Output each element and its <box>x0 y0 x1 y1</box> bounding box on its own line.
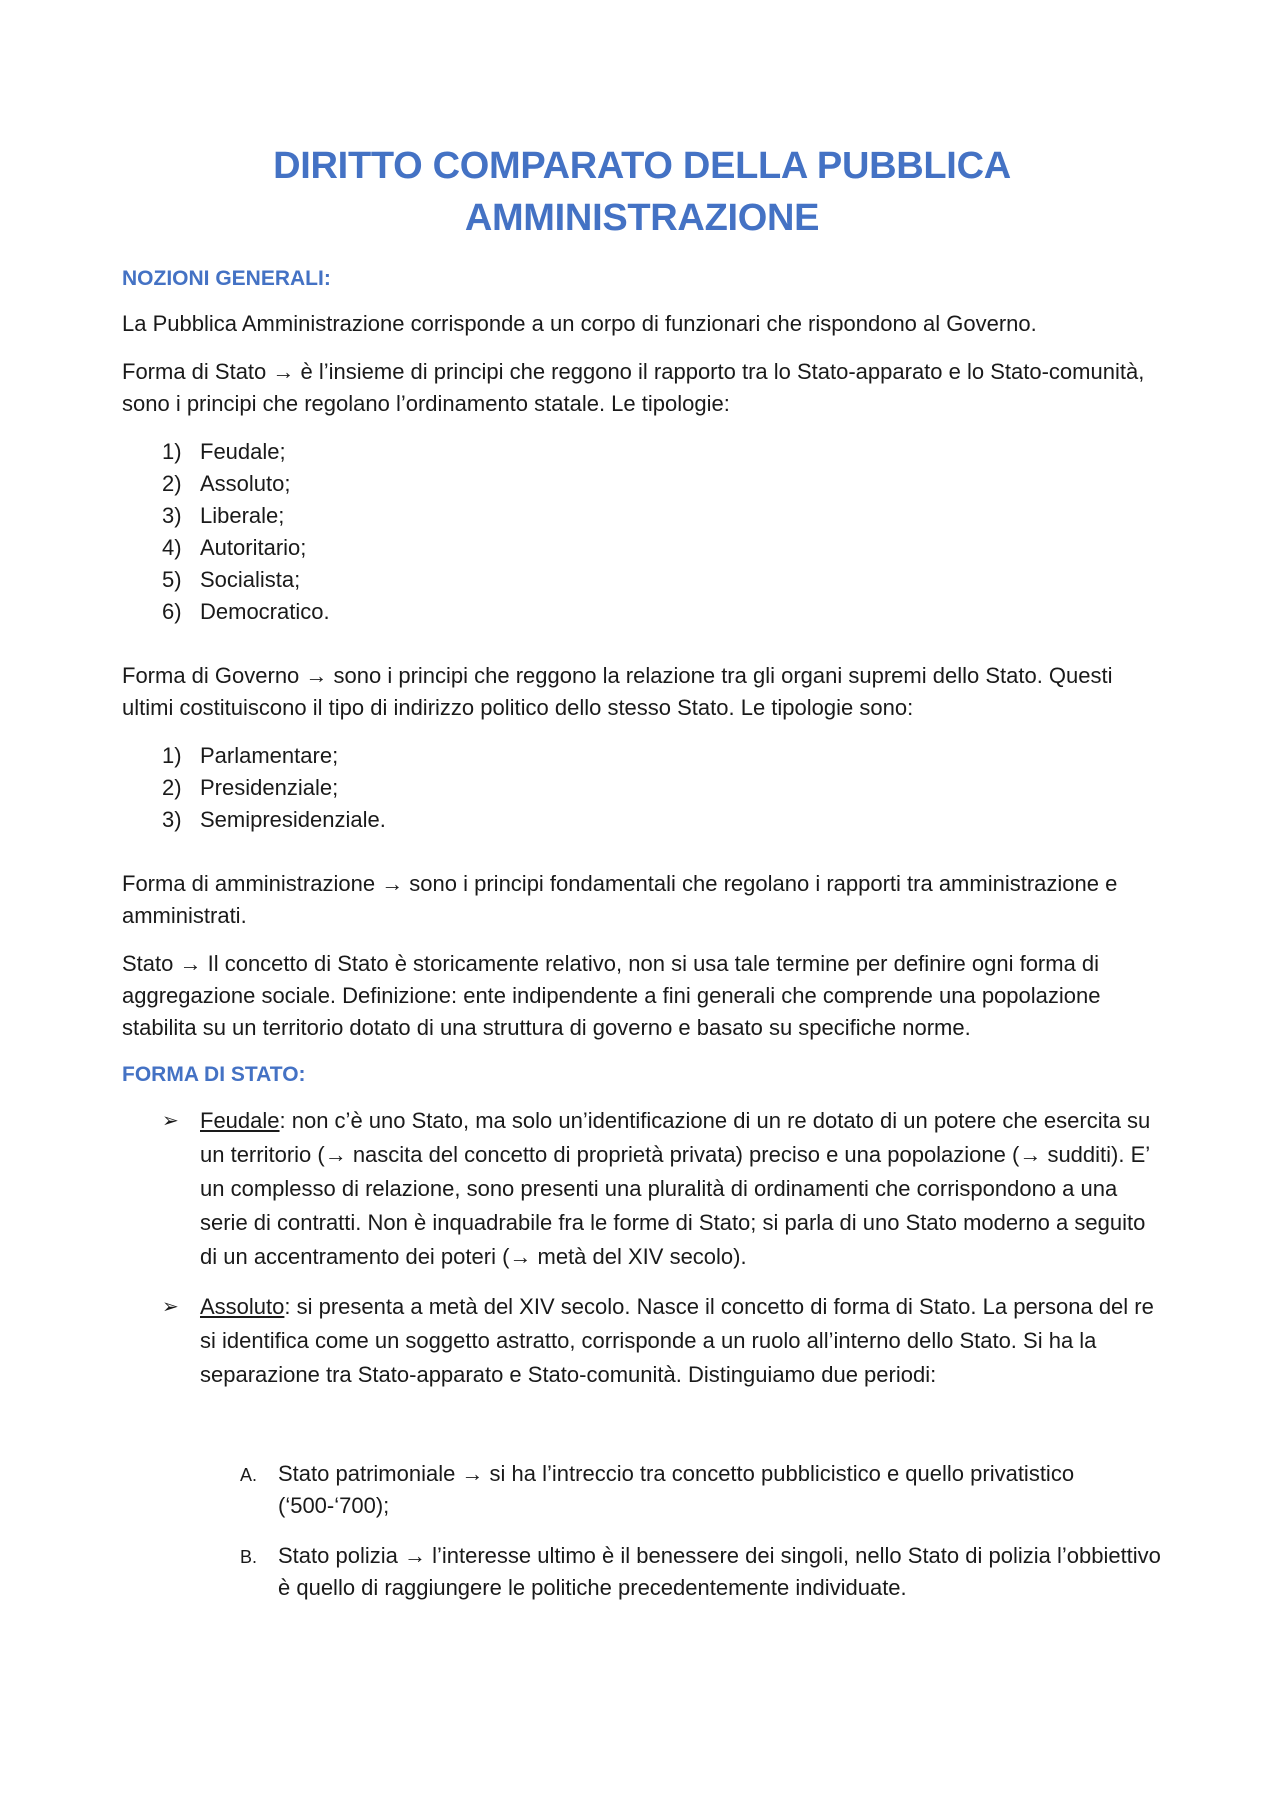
paragraph-pubblica-amministrazione: La Pubblica Amministrazione corrisponde a un corpo di funzionari che rispondono al Governo. <box>122 311 1037 336</box>
list-item-text: Autoritario; <box>200 535 307 560</box>
list-item-text: Feudale; <box>200 439 286 464</box>
paragraph-forma-di-governo: Forma di Governo → sono i principi che reggono la relazione tra gli organi supremi dello Stato. Questi ultimi costituiscono il tipo di indirizzo politico dello stesso Stato. Le tipologie sono: <box>122 663 1113 720</box>
paragraph-stato: Stato → Il concetto di Stato è storicamente relativo, non si usa tale termine per definire ogni forma di aggregazione sociale. Definizione: ente indipendente a fini generali che comprende una popolazione stabilita su un territorio dotato di una struttura di governo e basato su specifiche norme. <box>122 951 1101 1040</box>
list-item-text: Presidenziale; <box>200 775 339 800</box>
arrow-bullet-icon: ➢ <box>162 1110 179 1132</box>
list-marker: 3) <box>162 503 182 528</box>
bullet-feudale <box>162 1104 1162 1274</box>
list-tipi-di-stato <box>122 1104 1162 1392</box>
document-title <box>122 140 1162 244</box>
list-item-text: Stato patrimoniale → si ha l’intreccio tra concetto pubblicistico e quello privatistico (‘500-‘700); <box>278 1461 1075 1518</box>
list-marker: B. <box>240 1547 258 1567</box>
list-item-text: Liberale; <box>200 503 285 528</box>
list-marker: 5) <box>162 567 182 592</box>
bullet-text: : non c’è uno Stato, ma solo un’identificazione di un re dotato di un potere che esercita su un territorio (→ nascita del concetto di proprietà privata) preciso e una popolazione (→ sudditi). E’ un complesso di relazione, sono presenti una pluralità di ordinamenti che corrispondono a una serie di contratti. Non è inquadrabile fra le forme di Stato; si parla di uno Stato moderno a seguito di un accentramento dei poteri (→ metà del XIV secolo). <box>200 1108 1151 1269</box>
list-item <box>162 564 1162 596</box>
list-item <box>162 740 1162 772</box>
list-item <box>162 532 1162 564</box>
list-marker: 3) <box>162 807 182 832</box>
bullet-term: Feudale <box>200 1108 280 1133</box>
list-item <box>162 436 1162 468</box>
list-marker: 1) <box>162 439 182 464</box>
title-line-2: AMMINISTRAZIONE <box>464 197 820 239</box>
list-item <box>162 500 1162 532</box>
list-item <box>240 1540 1162 1604</box>
list-forme-di-governo <box>122 740 1162 836</box>
paragraph-forma-di-stato: Forma di Stato → è l’insieme di principi che reggono il rapporto tra lo Stato-apparato e lo Stato-comunità, sono i principi che regolano l’ordinamento statale. Le tipologie: <box>122 359 1145 416</box>
list-item <box>162 596 1162 628</box>
title-line-1: DIRITTO COMPARATO DELLA PUBBLICA <box>273 145 1011 187</box>
list-item-text: Assoluto; <box>200 471 291 496</box>
list-item <box>162 804 1162 836</box>
bullet-text: : si presenta a metà del XIV secolo. Nasce il concetto di forma di Stato. La persona del re si identifica come un soggetto astratto, corrisponde a un ruolo all’interno dello Stato. Si ha la separazione tra Stato-apparato e Stato-comunità. Distinguiamo due periodi: <box>200 1294 1154 1387</box>
bullet-term: Assoluto <box>200 1294 285 1319</box>
list-item <box>162 772 1162 804</box>
list-marker: 2) <box>162 775 182 800</box>
list-periodi <box>122 1458 1162 1604</box>
heading-forma-di-stato: FORMA DI STATO: <box>122 1063 306 1086</box>
list-marker: 1) <box>162 743 182 768</box>
list-marker: 6) <box>162 599 182 624</box>
arrow-bullet-icon: ➢ <box>162 1296 179 1318</box>
list-item <box>240 1458 1162 1522</box>
list-item-text: Semipresidenziale. <box>200 807 386 832</box>
list-marker: 4) <box>162 535 182 560</box>
list-item-text: Stato polizia → l’interesse ultimo è il benessere dei singoli, nello Stato di polizia l’obbiettivo è quello di raggiungere le politiche precedentemente individuate. <box>278 1543 1161 1600</box>
list-item-text: Socialista; <box>200 567 301 592</box>
list-item-text: Parlamentare; <box>200 743 339 768</box>
list-forme-di-stato <box>122 436 1162 628</box>
paragraph-forma-di-amministrazione: Forma di amministrazione → sono i principi fondamentali che regolano i rapporti tra amministrazione e amministrati. <box>122 871 1118 928</box>
list-item-text: Democratico. <box>200 599 330 624</box>
document-page <box>122 140 1162 1622</box>
list-marker: 2) <box>162 471 182 496</box>
heading-nozioni-generali: NOZIONI GENERALI: <box>122 267 331 290</box>
list-marker: A. <box>240 1465 258 1485</box>
bullet-assoluto <box>162 1290 1162 1392</box>
list-item <box>162 468 1162 500</box>
